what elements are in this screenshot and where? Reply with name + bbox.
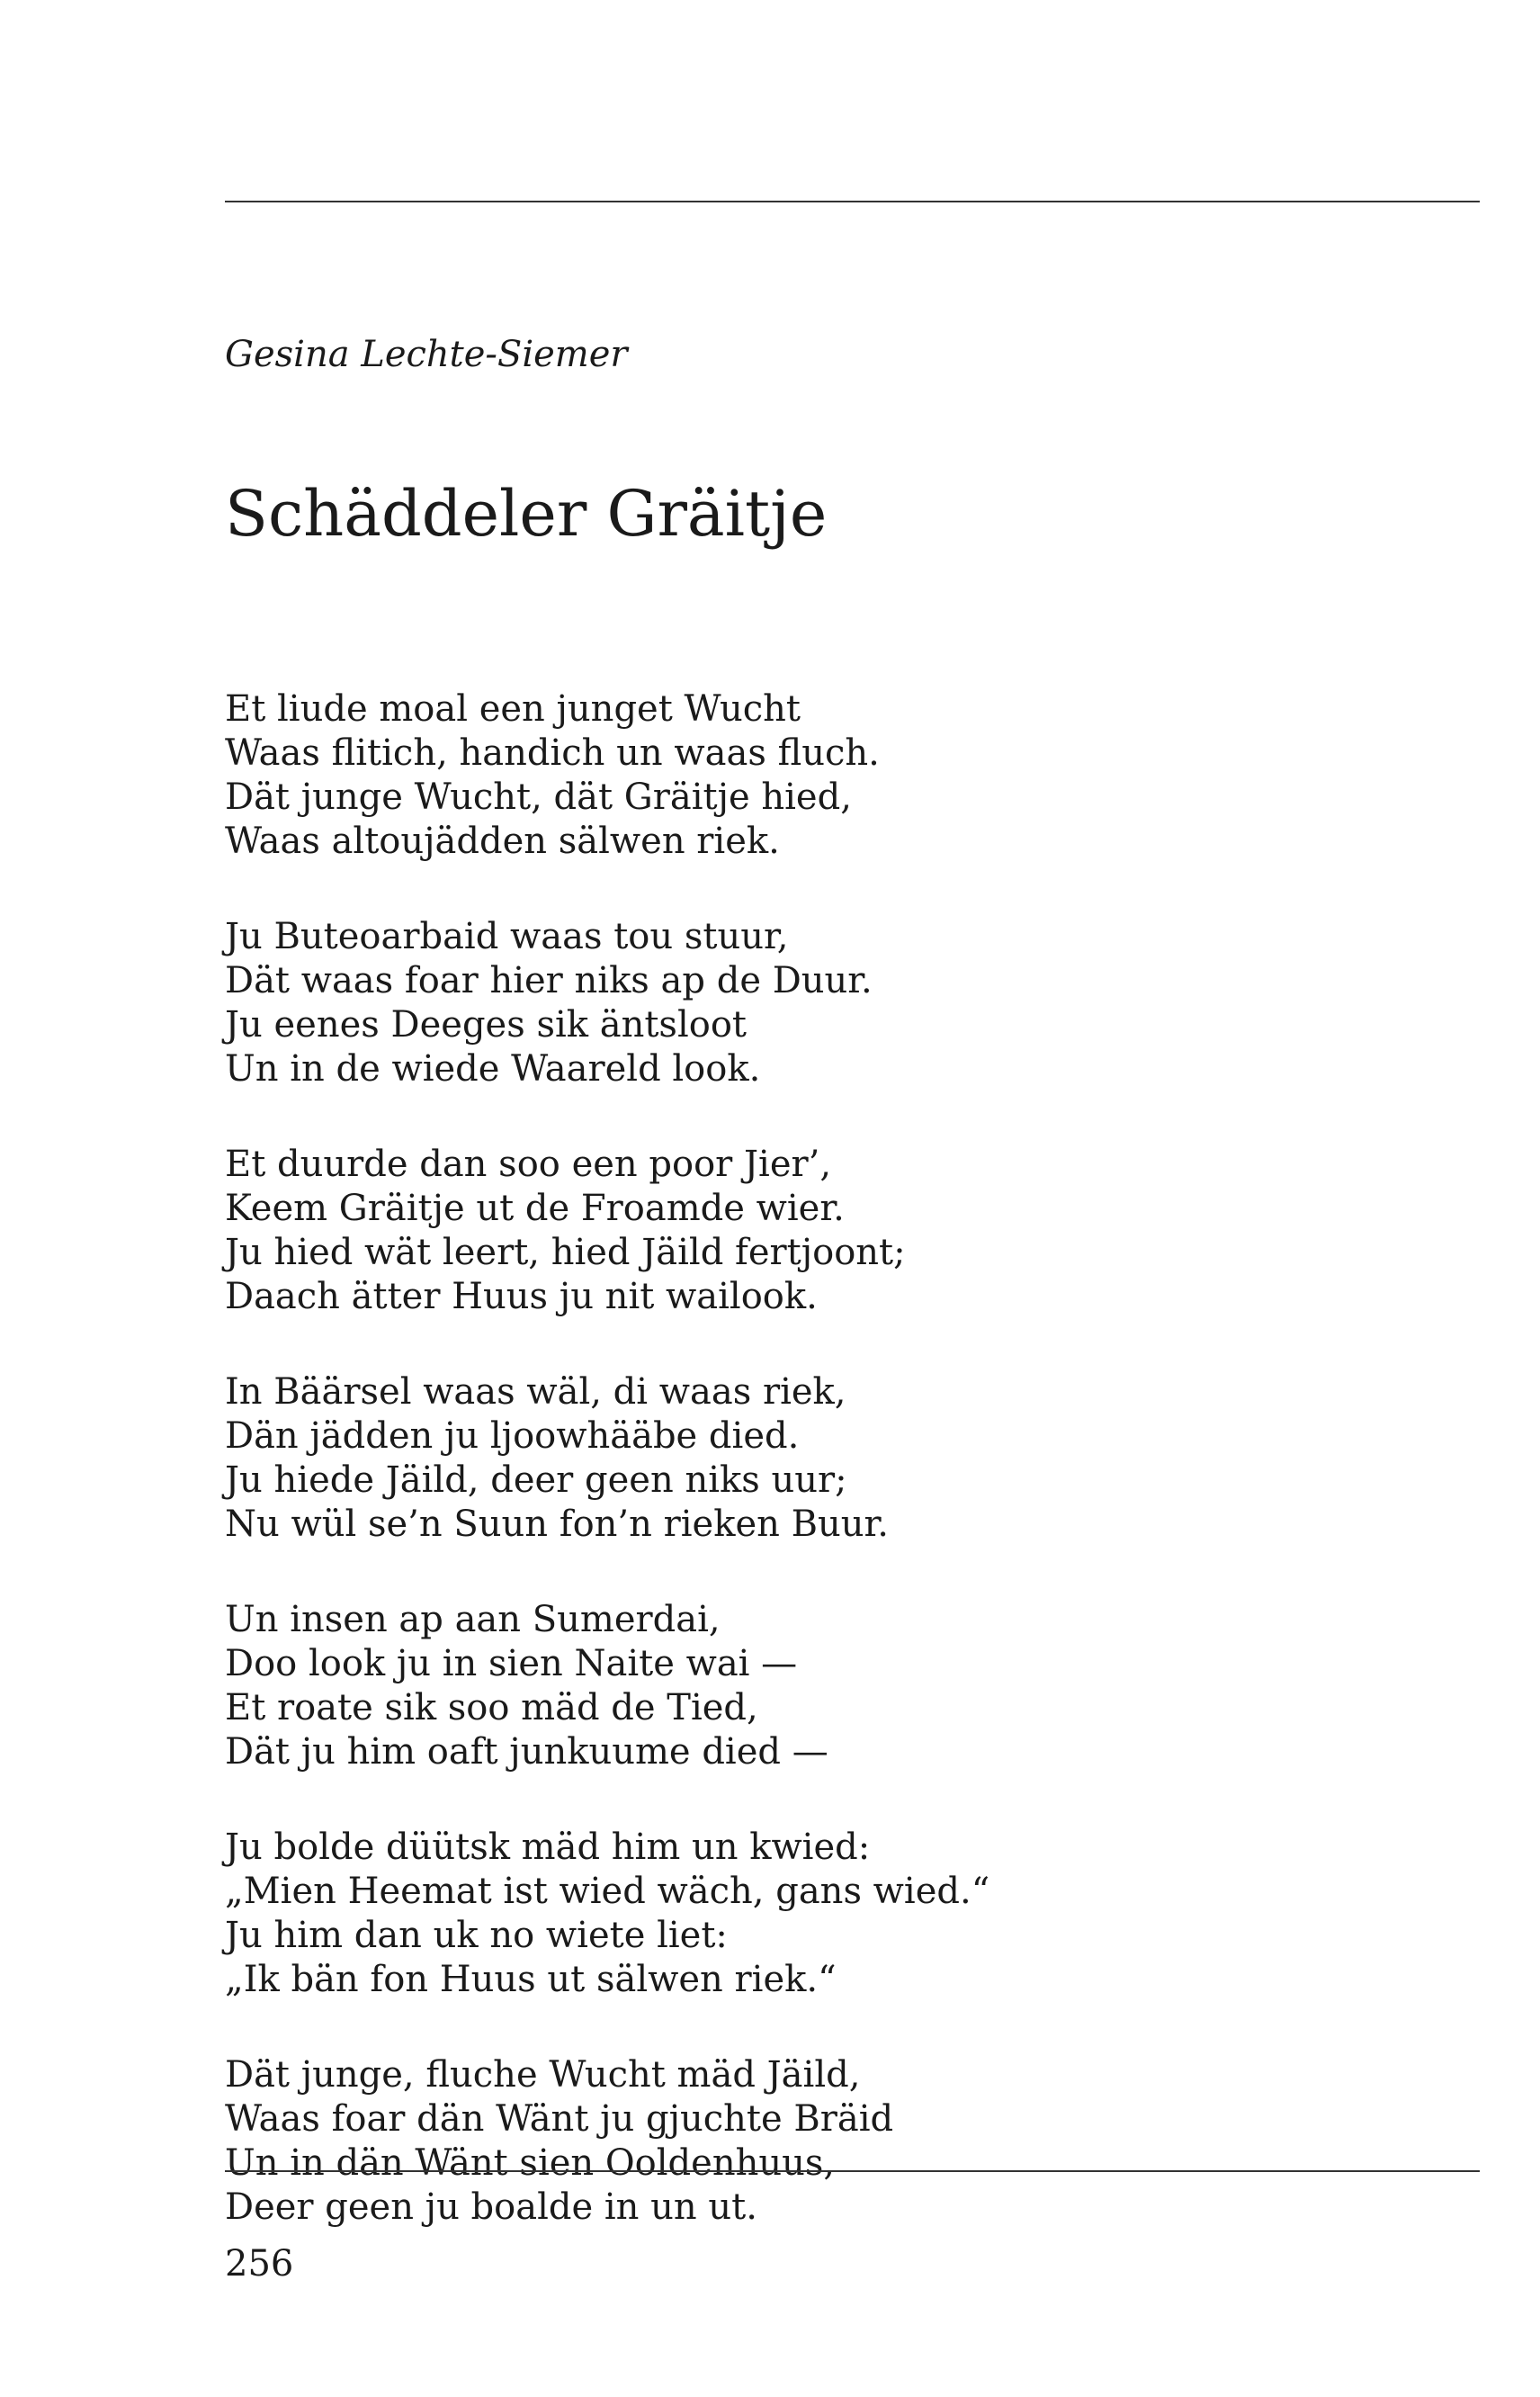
verse-line: Dän jädden ju ljoowhääbe died. bbox=[225, 1415, 800, 1457]
verse-line: Un in de wiede Waareld look. bbox=[225, 1048, 761, 1090]
verse-line: Ju Buteoarbaid waas tou stuur, bbox=[225, 916, 789, 957]
bottom-rule bbox=[225, 2170, 1480, 2172]
verse-line: Ju hied wät leert, hied Jäild fertjoont; bbox=[225, 1232, 906, 1273]
verse-line: Dät junge, fluche Wucht mäd Jäild, bbox=[225, 2054, 861, 2096]
verse-line: Ju him dan uk no wiete liet: bbox=[225, 1915, 728, 1956]
verse-line: Deer geen ju boalde in un ut. bbox=[225, 2186, 757, 2228]
verse-line: „Ik bän fon Huus ut sälwen riek.“ bbox=[225, 1959, 837, 2000]
verse-line: Daach ätter Huus ju nit wailook. bbox=[225, 1276, 818, 1317]
verse-line: Ju hiede Jäild, deer geen niks uur; bbox=[225, 1459, 847, 1501]
verse-line: Et roate sik soo mäd de Tied, bbox=[225, 1687, 758, 1728]
stanza bbox=[225, 1826, 1480, 2002]
stanza bbox=[225, 1370, 1480, 1547]
verse-line: Waas flitich, handich un waas fluch. bbox=[225, 732, 880, 774]
verse-line: Dät ju him oaft junkuume died — bbox=[225, 1731, 828, 1773]
verse-line: Un insen ap aan Sumerdai, bbox=[225, 1599, 721, 1640]
verse-line: Nu wül se’n Suun fon’n rieken Buur. bbox=[225, 1504, 889, 1545]
stanza bbox=[225, 687, 1480, 864]
stanza bbox=[225, 1598, 1480, 1774]
verse-line: Dät waas foar hier niks ap de Duur. bbox=[225, 960, 873, 1001]
verse-line: Et duurde dan soo een poor Jier’, bbox=[225, 1144, 832, 1185]
poem-title: Schäddeler Gräitje bbox=[225, 477, 828, 551]
verse-line: Keem Gräitje ut de Froamde wier. bbox=[225, 1188, 845, 1229]
verse-line: Waas altoujädden sälwen riek. bbox=[225, 821, 780, 862]
stanza bbox=[225, 915, 1480, 1091]
author-name: Gesina Lechte-Siemer bbox=[225, 334, 628, 375]
verse-line: Doo look ju in sien Naite wai — bbox=[225, 1643, 798, 1684]
verse-line: Et liude moal een junget Wucht bbox=[225, 688, 801, 730]
verse-line: In Bäärsel waas wäl, di waas riek, bbox=[225, 1371, 846, 1413]
verse-line: Ju bolde düütsk mäd him un kwied: bbox=[225, 1827, 871, 1868]
verse-line: Dät junge Wucht, dät Gräitje hied, bbox=[225, 777, 852, 818]
verse-line: „Mien Heemat ist wied wäch, gans wied.“ bbox=[225, 1871, 990, 1912]
stanza bbox=[225, 1143, 1480, 1319]
stanza bbox=[225, 2053, 1480, 2230]
poem-body bbox=[225, 687, 1480, 2230]
verse-line: Un in dän Wänt sien Ooldenhuus, bbox=[225, 2142, 836, 2184]
verse-line: Waas foar dän Wänt ju gjuchte Bräid bbox=[225, 2098, 894, 2140]
verse-line: Ju eenes Deeges sik äntsloot bbox=[225, 1004, 747, 1046]
page-number: 256 bbox=[225, 2243, 294, 2285]
top-rule bbox=[225, 201, 1480, 202]
